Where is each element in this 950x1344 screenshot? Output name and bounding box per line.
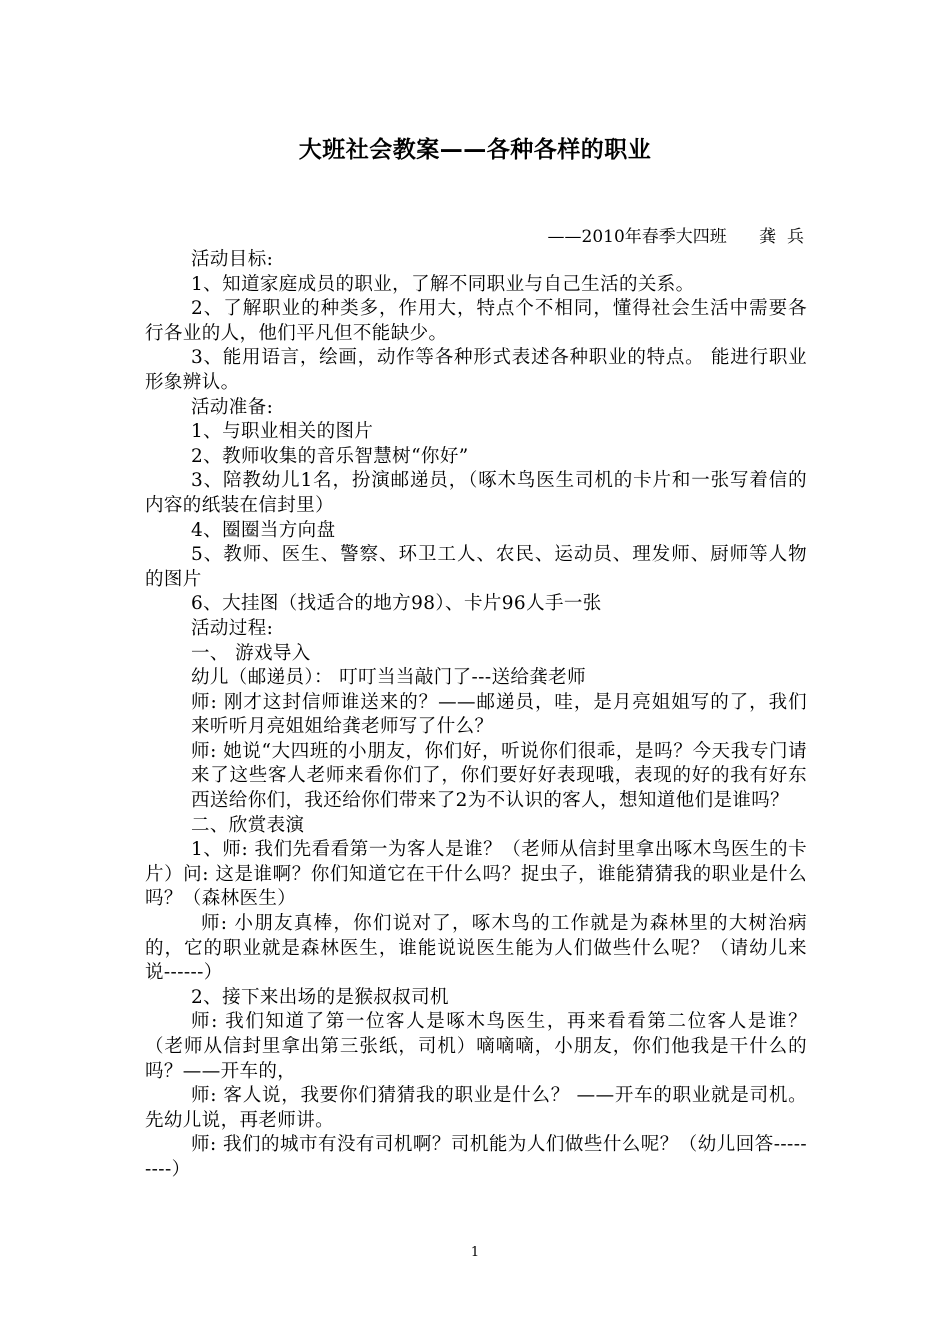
paragraph: 3、陪教幼儿1名，扮演邮递员，（啄木鸟医生司机的卡片和一张写着信的内容的纸装在信封里） — [145, 470, 807, 516]
paragraph: 师: 客人说，我要你们猜猜我的职业是什么？ ——开车的职业就是司机。先幼儿说，再老师讲。 — [145, 1085, 807, 1131]
subsection-heading: 一、 游戏导入 — [191, 642, 311, 664]
paragraph: 2、接下来出场的是猴叔叔司机 — [191, 986, 449, 1008]
paragraph: 师: 我们的城市有没有司机啊？司机能为人们做些什么呢？（幼儿回答---------） — [145, 1134, 807, 1180]
paragraph: 2、教师收集的音乐智慧树“你好” — [191, 445, 469, 467]
paragraph: 1、师: 我们先看看第一为客人是谁？（老师从信封里拿出啄木鸟医生的卡片）问: 这是谁啊？你们知道它在干什么吗？捉虫子，谁能猜猜我的职业是什么吗？（森林医生） — [145, 839, 807, 910]
document-title: 大班社会教案——各种各样的职业 — [298, 137, 652, 163]
paragraph: 6、大挂图（找适合的地方98）、卡片96人手一张 — [191, 593, 602, 615]
paragraph: 师: 我们知道了第一位客人是啄木鸟医生，再来看看第二位客人是谁？（老师从信封里拿出第三张纸，司机）嘀嘀嘀，小朋友，你们他我是干什么的吗？——开车的， — [145, 1011, 807, 1082]
paragraph: 1、与职业相关的图片 — [191, 421, 374, 443]
paragraph: 幼儿（邮递员）： 叮叮当当敲门了---送给龚老师 — [191, 667, 586, 689]
paragraph: 1、知道家庭成员的职业，了解不同职业与自己生活的关系。 — [191, 273, 695, 295]
paragraph: 师: 小朋友真棒，你们说对了，啄木鸟的工作就是为森林里的大树治病的，它的职业就是森林医生，谁能说说医生能为人们做些什么呢？（请幼儿来说------） — [145, 913, 807, 984]
author-byline: ——2010年春季大四班 龚 兵 — [547, 227, 804, 247]
section-heading-preparation: 活动准备: — [191, 396, 274, 418]
paragraph: 师: 她说“大四班的小朋友，你们好，听说你们很乖，是吗？今天我专门请来了这些客人老师来看你们了，你们要好好表现哦，表现的好的我有好东西送给你们，我还给你们带来了2为不认识的客人，想知道他们是谁吗？ — [191, 740, 807, 812]
paragraph: 4、圈圈当方向盘 — [191, 519, 336, 541]
subsection-heading: 二、欣赏表演 — [191, 814, 305, 836]
section-heading-goals: 活动目标: — [191, 249, 274, 270]
section-heading-process: 活动过程: — [191, 617, 274, 639]
document-body — [145, 248, 807, 1183]
paragraph: 师: 刚才这封信师谁送来的？——邮递员，哇，是月亮姐姐写的了，我们来听听月亮姐姐给龚老师写了什么？ — [191, 691, 807, 738]
page-number: 1 — [470, 1245, 480, 1260]
paragraph: 3、能用语言，绘画，动作等各种形式表述各种职业的特点。 能进行职业形象辨认。 — [145, 347, 807, 393]
paragraph: 5、教师、医生、警察、环卫工人、农民、运动员、理发师、厨师等人物的图片 — [145, 544, 807, 590]
paragraph: 2、了解职业的种类多，作用大，特点个不相同，懂得社会生活中需要各行各业的人，他们平凡但不能缺少。 — [145, 298, 807, 344]
